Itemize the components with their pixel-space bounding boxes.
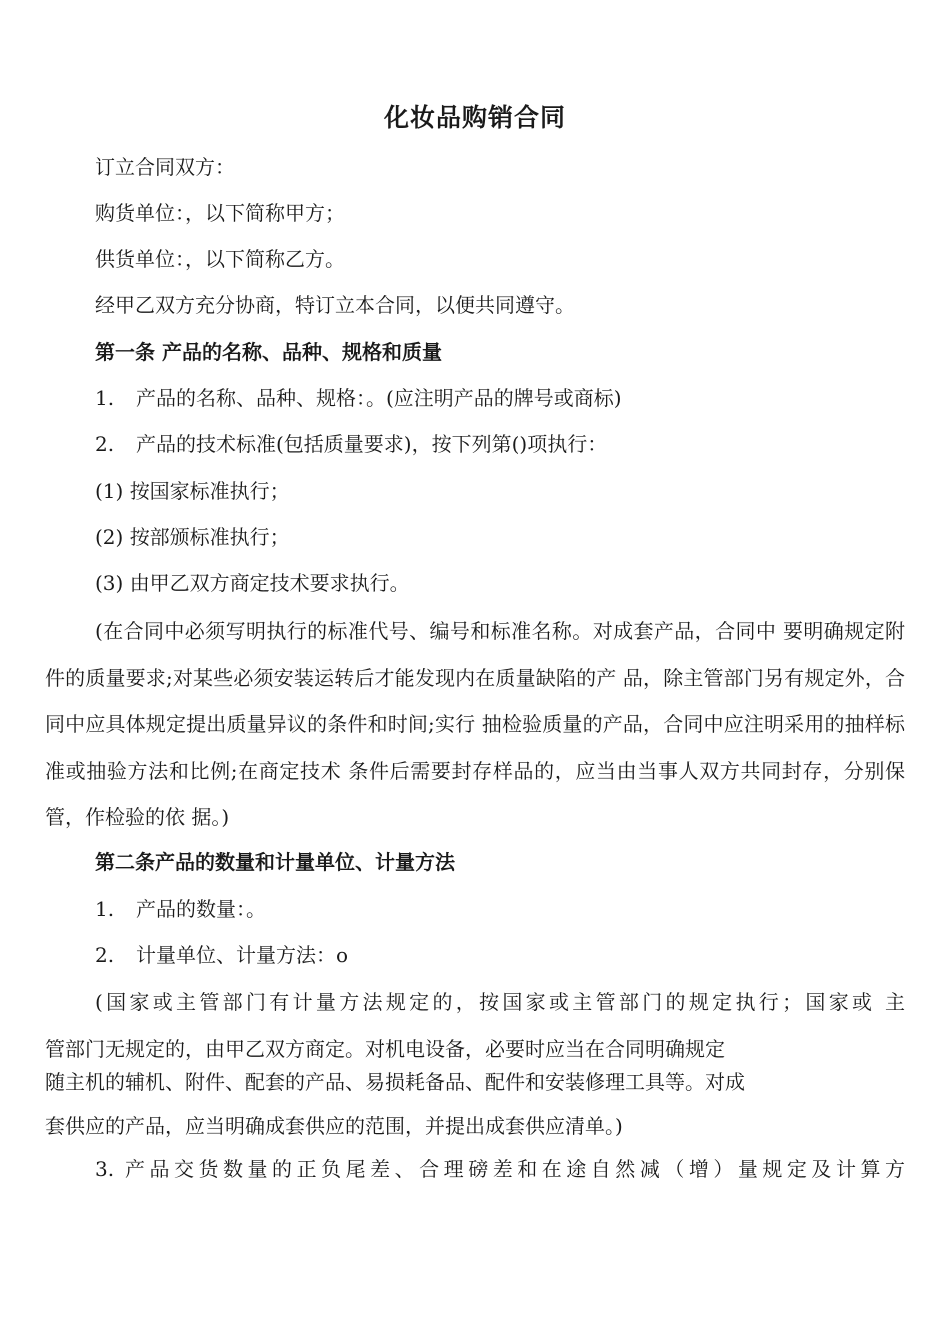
- article2-item1: [95, 895, 266, 923]
- article1-item1-text: 产品的名称、品种、规格：。(应注明产品的牌号或商标): [136, 386, 622, 410]
- article2-note-line2: 管部门无规定的，由甲乙双方商定。对机电设备，必要时应当在合同明确规定: [45, 1037, 725, 1061]
- article2-item1-number: 1.: [95, 897, 115, 921]
- article1-note: (在合同中必须写明执行的标准代号、编号和标准名称。对成套产品，合同中 要明确规定附件的质量要求;对某些必须安装运转后才能发现内在质量缺陷的产 品，除主管部门另有规定外，合同中应具体规定提出质量异议的条件和时间;实行 抽检验质量的产品，合同中应注明采用的抽样标准或抽验方法和比例;在商定技术 条件后需要封存样品的，应当由当事人双方共同封存，分别保管，作检验的依 据。): [45, 619, 905, 829]
- article2-item2-number: 2.: [95, 943, 115, 967]
- intro-seller: 供货单位：，以下简称乙方。: [95, 247, 345, 271]
- article2-note-line4: 套供应的产品，应当明确成套供应的范围，并提出成套供应清单。): [45, 1114, 623, 1138]
- article2-note-line3: 随主机的辅机、附件、配套的产品、易损耗备品、配件和安装修理工具等。对成: [45, 1070, 745, 1094]
- article1-heading: 第一条 产品的名称、品种、规格和质量: [95, 340, 442, 364]
- article1-item2-text: 产品的技术标准(包括质量要求)，按下列第()项执行：: [136, 432, 608, 456]
- article2-heading: 第二条产品的数量和计量单位、计量方法: [95, 850, 455, 874]
- article2-item2: [95, 941, 348, 969]
- article2-item1-text: 产品的数量：。: [136, 897, 266, 921]
- article2-item3: 3. 产品交货数量的正负尾差、合理磅差和在途自然减（增）量规定及计算方: [95, 1157, 905, 1181]
- intro-parties: 订立合同双方：: [95, 155, 235, 179]
- document-title: 化妆品购销合同: [383, 103, 566, 132]
- article1-item1-number: 1.: [95, 386, 115, 410]
- intro-agreement: 经甲乙双方充分协商，特订立本合同，以便共同遵守。: [95, 293, 575, 317]
- article1-sub1: (1) 按国家标准执行；: [95, 479, 290, 503]
- article1-item1: [95, 384, 622, 412]
- article2-item2-text: 计量单位、计量方法：o: [136, 943, 349, 967]
- intro-buyer: 购货单位：，以下简称甲方；: [95, 201, 345, 225]
- article1-item2-number: 2.: [95, 432, 115, 456]
- article1-sub2: (2) 按部颁标准执行；: [95, 525, 290, 549]
- article1-item2: [95, 430, 607, 458]
- article2-note-line1: (国家或主管部门有计量方法规定的，按国家或主管部门的规定执行；国家或 主: [95, 990, 905, 1014]
- article1-sub3: (3) 由甲乙双方商定技术要求执行。: [95, 571, 410, 595]
